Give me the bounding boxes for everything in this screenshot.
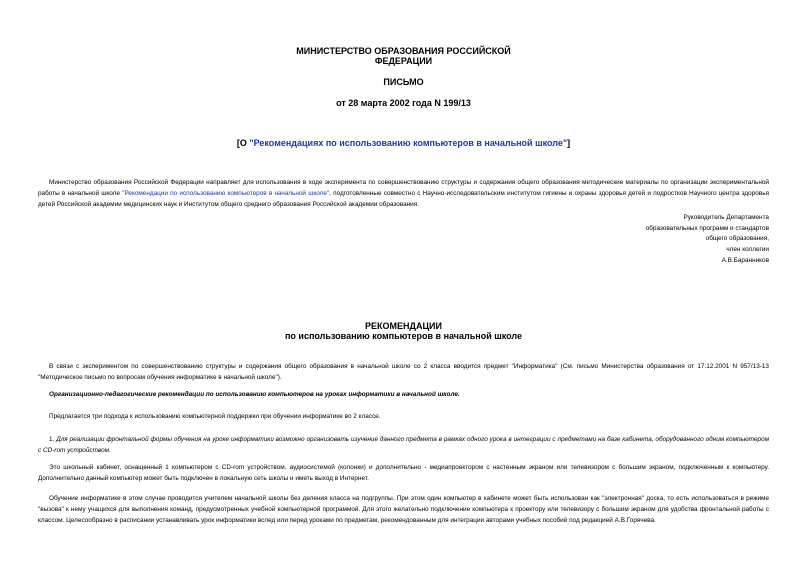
recommendations-heading	[200, 321, 607, 341]
body-paragraph-1: В связи с экспериментом по совершенствованию структуры и содержания общего образования в начальной школе со 2 класса вводится предмет "Информатика" (См. письмо Министерства образования от 17.12.2001 N 957/13-13 "Методическое письмо по вопросам обучения информатике в начальной школе").	[38, 363, 769, 381]
body-paragraph-4: Это школьный кабинет, оснащенный 1 компьютером с CD-rom устройством, аудиосистемой (колонки) и дополнительно - медиапроектором с настенным экраном или телевизором с большим экраном, подключенным к компьютеру. Дополнительно данный компьютер может быть подключен в локальную сеть школы и иметь выход в Интернет.	[38, 464, 769, 482]
intro-text-before: Министерство образования Российской Федерации направляет для использования в ходе эксперимента по совершенствованию структуры и содержания общего образования методические материалы по организации экспериментальной работы в начальной школе	[38, 179, 769, 197]
item-text: Для реализации фронтальной формы обучения на уроке информатики возможно организовать изучение данного предмета в рамках одного урока в интеграции с предметами на базе кабинета, оборудованного одним компьютером с CD-rom устройством.	[38, 436, 769, 454]
body-paragraph-3	[38, 434, 769, 456]
intro-paragraph	[38, 177, 769, 210]
document-subject	[150, 138, 657, 148]
subject-link[interactable]: "Рекомендациях по использованию компьютеров в начальной школе"	[249, 138, 568, 148]
recommendations-subtitle: по использованию компьютеров в начальной школе	[284, 331, 522, 341]
item-number: 1.	[49, 436, 57, 443]
ministry-line-1: МИНИСТЕРСТВО ОБРАЗОВАНИЯ РОССИЙСКОЙ	[296, 46, 511, 56]
body-paragraph-2: Предлагается три подхода к использованию компьютерной поддержки при обучении информатике во 2 классе.	[49, 413, 381, 420]
document-type: ПИСЬМО	[383, 77, 424, 87]
recommendations-title: РЕКОМЕНДАЦИИ	[365, 321, 442, 331]
signature-line-2: образовательных программ и стандартов	[645, 224, 769, 232]
intro-link[interactable]: "Рекомендации по использованию компьютеров в начальной школе"	[122, 190, 330, 197]
signature-line-3: общего образования,	[705, 235, 769, 243]
subject-prefix: [О	[236, 138, 250, 148]
signature-line-4: член коллегии	[726, 246, 769, 254]
document-date-number: от 28 марта 2002 года N 199/13	[336, 98, 471, 108]
ministry-title	[230, 46, 577, 66]
signature-block	[520, 213, 769, 267]
ministry-line-2: ФЕДЕРАЦИИ	[374, 56, 433, 66]
signature-line-1: Руководитель Департамента	[683, 214, 769, 221]
signature-line-5: А.В.Баранников	[721, 256, 769, 264]
intro-text-after: , подготовленные совместно с Научно-исследовательским институтом гигиены и охраны здоровья детей и подростков Научного центра здоровья детей Российской академии медицинских наук и Институтом общего среднего образования Российской академии образования.	[38, 190, 769, 208]
body-paragraph-5: Обучение информатике в этом случае проводится учителем начальной школы без деления класса на подгруппы. При этом один компьютер в кабинете может быть использован как "электронная" доска, то есть использоваться в режиме "вызова" к нему учащихся для выполнения команд, предусмотренных учебной компьютерной программой. Для этого желательно подключение компьютера к проектору или телевизору с большим экраном для удобства фронтальной работы с классом. Целесообразно в расписании устанавливать урок информатики вслед или перед уроками по предметам, рекомендованным для интеграции авторами учебных пособий под редакцией А.В.Горячева.	[38, 495, 769, 524]
section-heading: Организационно-педагогические рекомендации по использованию компьютеров на уроках информатики в начальной школе.	[49, 391, 460, 398]
subject-suffix: ]	[567, 138, 571, 148]
